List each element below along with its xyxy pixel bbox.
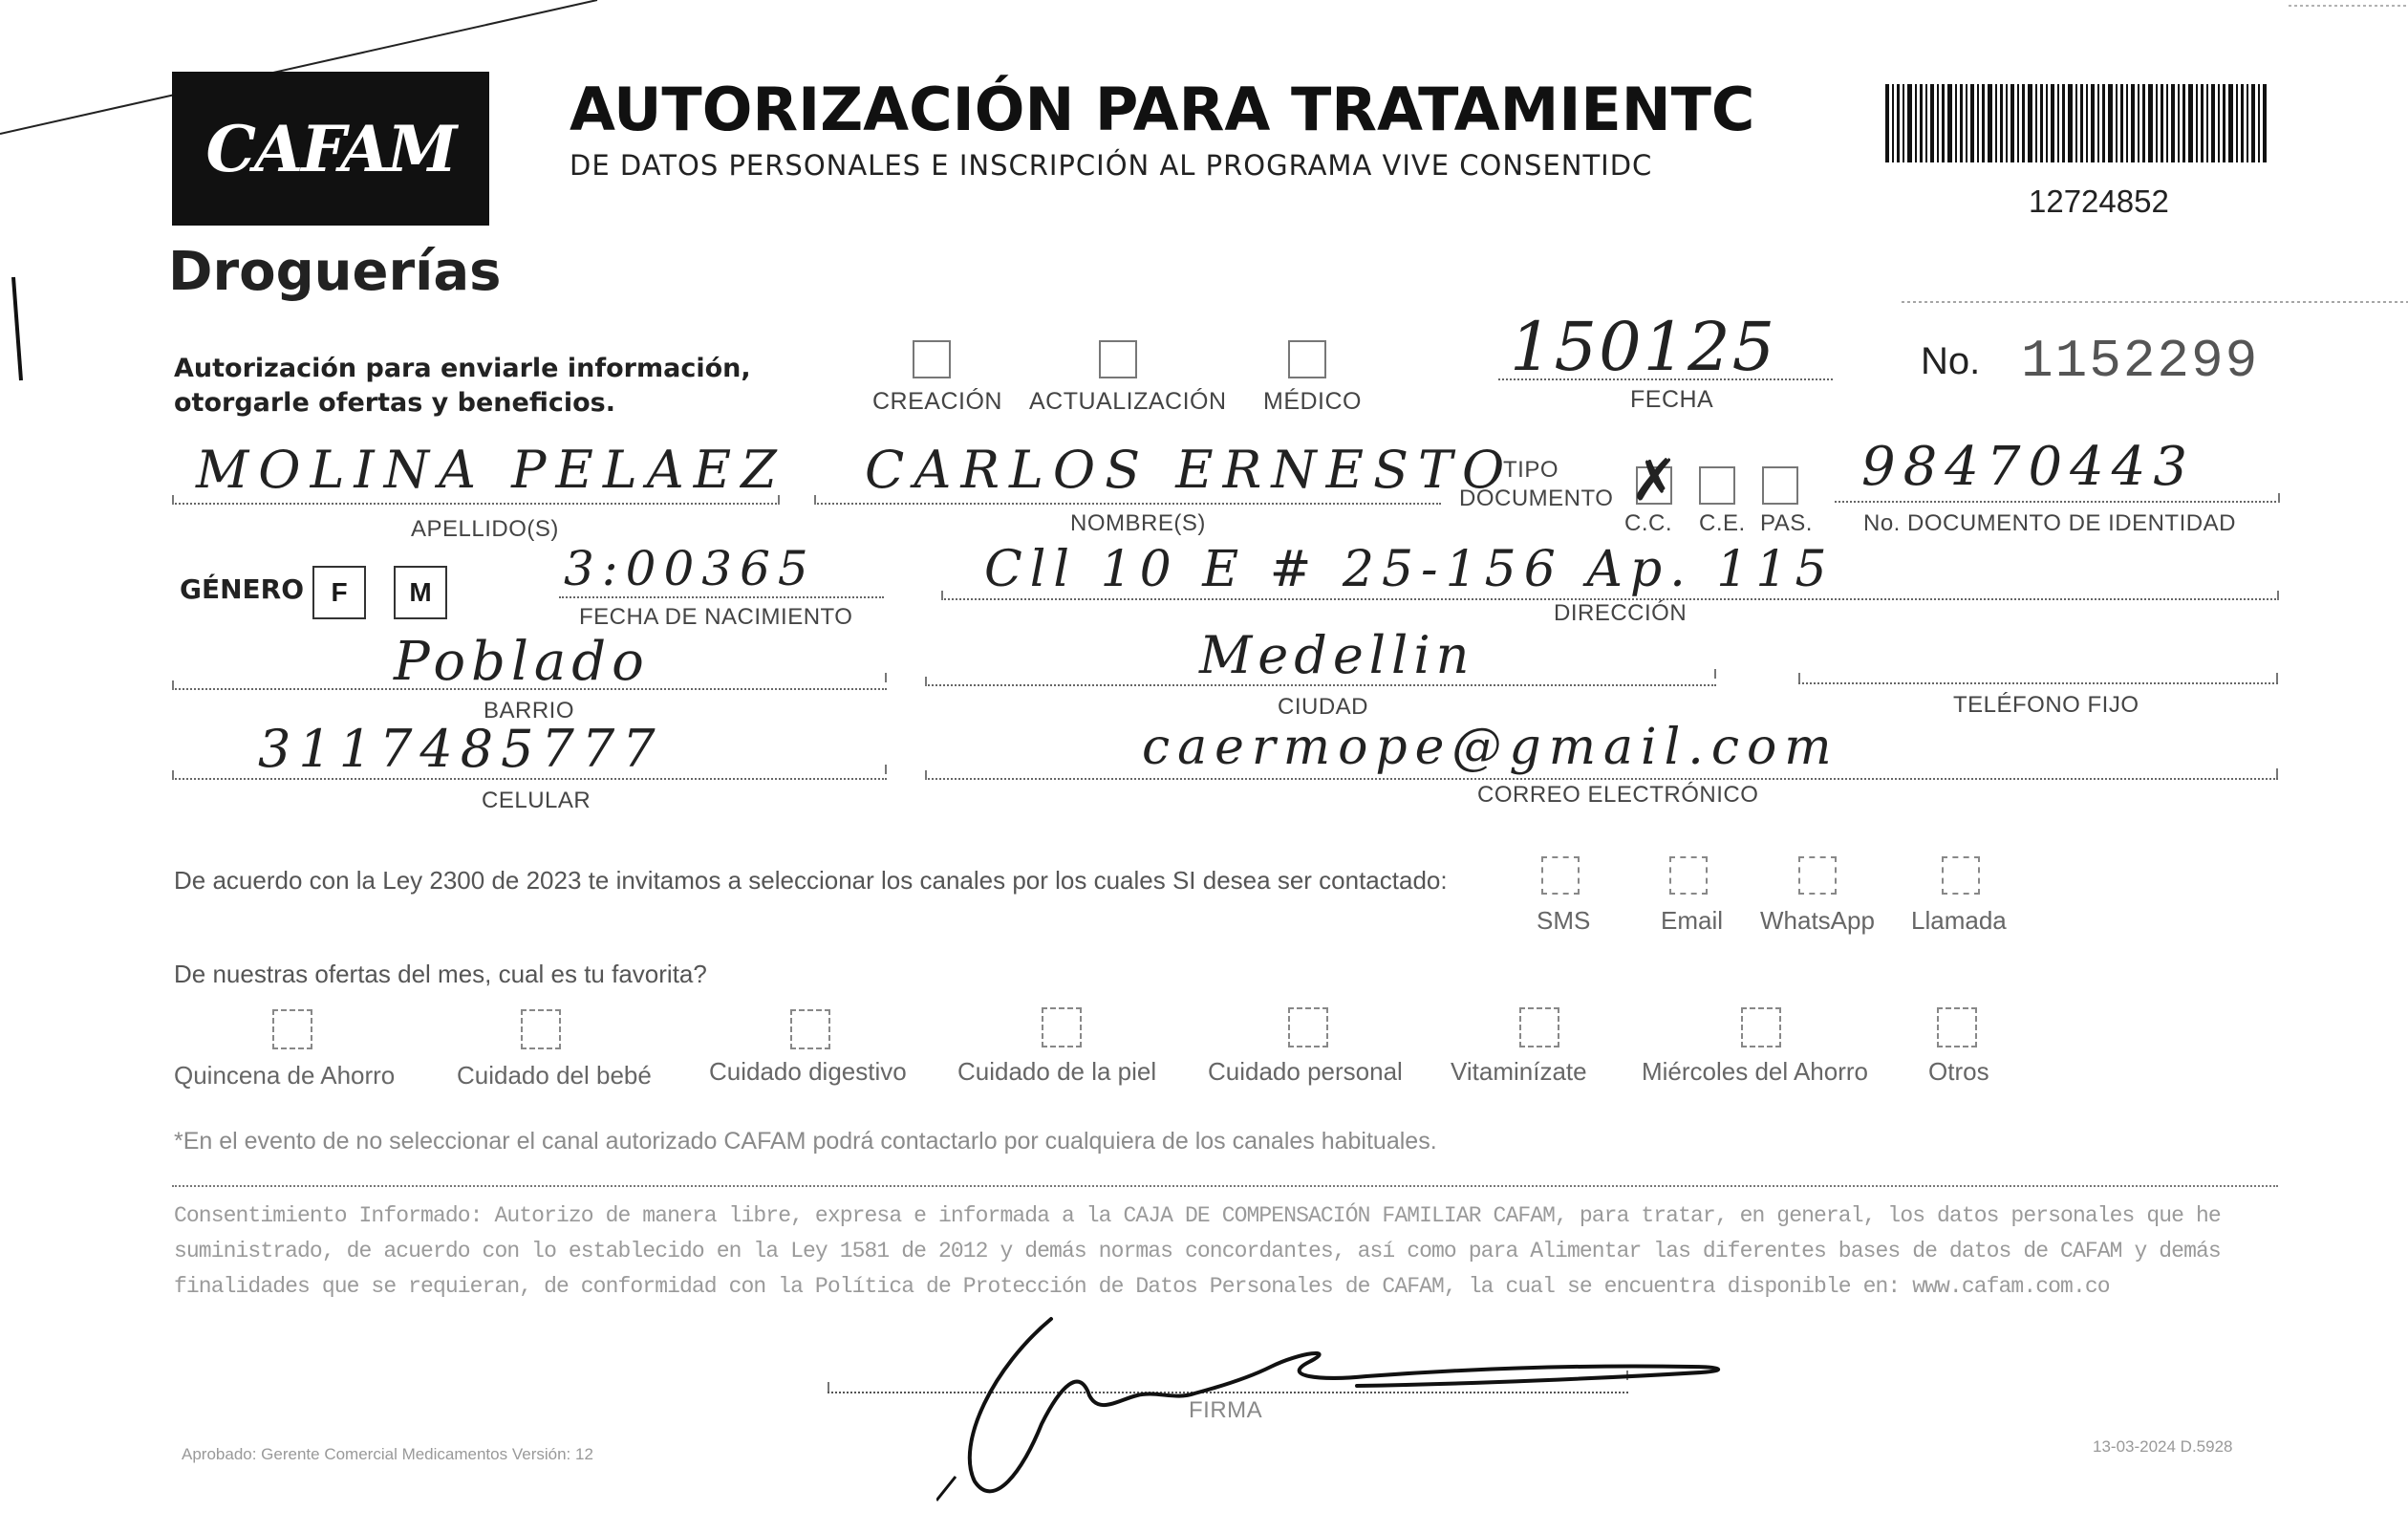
offer-personal-label: Cuidado personal (1208, 1057, 1403, 1086)
fecha-nacimiento-value: 3:00365 (564, 541, 816, 596)
telefono-fijo-label: TELÉFONO FIJO (1953, 692, 2139, 718)
offer-vitaminizate-checkbox[interactable] (1519, 1007, 1559, 1047)
offer-bebe-checkbox[interactable] (521, 1009, 561, 1049)
offer-digestivo-label: Cuidado digestivo (709, 1057, 907, 1086)
intro-line-2: otorgarle ofertas y beneficios. (174, 388, 615, 418)
direccion-label: DIRECCIÓN (1554, 600, 1688, 626)
cc-check-mark: ✗ (1630, 447, 1679, 514)
whatsapp-label: WhatsApp (1760, 906, 1875, 935)
apellidos-value: MOLINA PELAEZ (196, 440, 786, 500)
logo-text: CAFAM (205, 111, 456, 186)
correo-value: caermope@gmail.com (1142, 719, 1839, 776)
offer-piel-label: Cuidado de la piel (957, 1057, 1157, 1086)
legal-line-2: suministrado, de acuerdo con lo establecido en la Ley 1581 de 2012 y demás normas concordantes, así como para Alimentar las diferentes bases de datos de CAFAM y demás (174, 1239, 2221, 1263)
ce-label: C.E. (1699, 510, 1746, 536)
llamada-label: Llamada (1911, 906, 2007, 935)
ce-checkbox[interactable] (1699, 466, 1735, 505)
form-number: 1152299 (2021, 331, 2260, 392)
signature-label: FIRMA (1189, 1397, 1263, 1423)
ciudad-value: Medellin (1199, 625, 1475, 685)
nombres-label: NOMBRE(S) (1070, 510, 1206, 536)
whatsapp-checkbox[interactable] (1798, 856, 1837, 895)
nombres-value: CARLOS ERNESTO (865, 440, 1515, 500)
actualizacion-checkbox[interactable] (1099, 340, 1137, 378)
genero-f-checkbox[interactable]: F (312, 566, 366, 619)
fecha-label: FECHA (1630, 386, 1714, 413)
tipo-documento-label-2: DOCUMENTO (1459, 486, 1614, 511)
actualizacion-label: ACTUALIZACIÓN (1029, 388, 1227, 415)
documento-label: No. DOCUMENTO DE IDENTIDAD (1863, 510, 2236, 536)
offer-miercoles-checkbox[interactable] (1741, 1007, 1781, 1047)
genero-m-checkbox[interactable]: M (394, 566, 447, 619)
genero-label: GÉNERO (180, 573, 305, 605)
cafam-logo (172, 72, 489, 226)
sms-checkbox[interactable] (1541, 856, 1580, 895)
signature-image (936, 1309, 1882, 1510)
subbrand-droguerias: Droguerías (168, 241, 502, 303)
celular-value: 3117485777 (258, 719, 663, 779)
creacion-label: CREACIÓN (872, 388, 1002, 415)
offer-quincena-checkbox[interactable] (272, 1009, 312, 1049)
notice-text: *En el evento de no seleccionar el canal autorizado CAFAM podrá contactarlo por cualquiera de los canales habituales. (174, 1128, 1437, 1155)
channels-question: De acuerdo con la Ley 2300 de 2023 te invitamos a seleccionar los canales por los cuales SI desea ser contactado: (174, 866, 1448, 895)
consent-legal-text (174, 1198, 2280, 1305)
llamada-checkbox[interactable] (1942, 856, 1980, 895)
correo-label: CORREO ELECTRÓNICO (1477, 782, 1759, 808)
barrio-label: BARRIO (484, 698, 575, 723)
barcode-icon (1885, 84, 2268, 162)
fecha-nacimiento-label: FECHA DE NACIMIENTO (579, 604, 853, 630)
barrio-value: Poblado (394, 631, 650, 693)
legal-line-1: Consentimiento Informado: Autorizo de manera libre, expresa e informada a la CAJA DE COMPENSACIÓN FAMILIAR CAFAM, para tratar, en general, los datos personales que he (174, 1203, 2221, 1228)
offer-quincena-label: Quincena de Ahorro (174, 1061, 396, 1090)
offers-question: De nuestras ofertas del mes, cual es tu favorita? (174, 960, 707, 988)
pas-label: PAS. (1760, 510, 1813, 536)
offer-otros-checkbox[interactable] (1937, 1007, 1977, 1047)
intro-text (174, 352, 751, 421)
celular-label: CELULAR (482, 788, 591, 813)
documento-value: 98470443 (1861, 436, 2196, 498)
medico-label: MÉDICO (1263, 388, 1362, 415)
intro-line-1: Autorización para enviarle información, (174, 354, 751, 383)
offer-miercoles-label: Miércoles del Ahorro (1642, 1057, 1868, 1086)
creacion-checkbox[interactable] (913, 340, 951, 378)
email-checkbox[interactable] (1669, 856, 1708, 895)
offer-personal-checkbox[interactable] (1288, 1007, 1328, 1047)
offer-bebe-label: Cuidado del bebé (457, 1061, 652, 1090)
cc-label: C.C. (1624, 510, 1672, 536)
medico-checkbox[interactable] (1288, 340, 1326, 378)
email-label: Email (1661, 906, 1724, 935)
form-number-label: No. (1921, 340, 1981, 382)
direccion-value: Cll 10 E # 25-156 Ap. 115 (984, 541, 1835, 598)
fecha-value: 150125 (1510, 308, 1777, 386)
footer-approval: Aprobado: Gerente Comercial Medicamentos Versión: 12 (182, 1445, 593, 1463)
page-title: AUTORIZACIÓN PARA TRATAMIENTC (570, 75, 1755, 144)
apellidos-label: APELLIDO(S) (411, 516, 559, 542)
footer-code: 13-03-2024 D.5928 (2093, 1437, 2233, 1456)
legal-line-3: finalidades que se requieran, de conformidad con la Política de Protección de Datos Personales de CAFAM, la cual se encuentra disponible en: www.cafam.com.co (174, 1274, 2110, 1299)
offer-digestivo-checkbox[interactable] (790, 1009, 830, 1049)
sms-label: SMS (1537, 906, 1591, 935)
pas-checkbox[interactable] (1762, 466, 1798, 505)
ciudad-label: CIUDAD (1278, 694, 1369, 720)
offer-vitaminizate-label: Vitaminízate (1451, 1057, 1587, 1086)
barcode-number: 12724852 (2029, 184, 2169, 219)
offer-otros-label: Otros (1928, 1057, 1989, 1086)
page-subtitle: DE DATOS PERSONALES E INSCRIPCIÓN AL PROGRAMA VIVE CONSENTIDC (570, 149, 1653, 182)
offer-piel-checkbox[interactable] (1042, 1007, 1082, 1047)
tipo-documento-label-1: TIPO (1503, 457, 1559, 483)
